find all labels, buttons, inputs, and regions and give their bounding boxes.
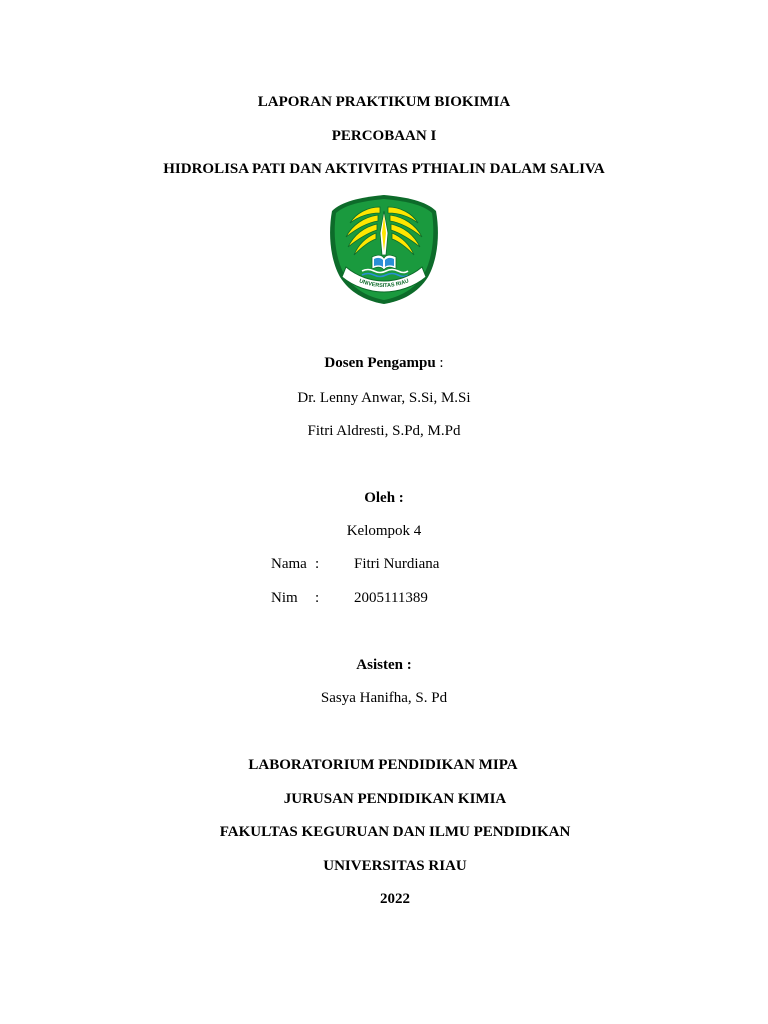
experiment-number: PERCOBAAN I [331,128,437,144]
department-name: JURUSAN PENDIDIKAN KIMIA [283,791,507,807]
name-label: Nama [271,556,307,572]
laboratory-name: LABORATORIUM PENDIDIKAN MIPA [248,757,518,773]
lecturer-heading-colon: : [435,355,444,371]
university-logo [328,193,440,306]
report-title: LAPORAN PRAKTIKUM BIOKIMIA [257,94,511,110]
assistant-name: Sasya Hanifha, S. Pd [320,690,448,706]
experiment-title: HIDROLISA PATI DAN AKTIVITAS PTHIALIN DALAM SALIVA [163,161,605,177]
faculty-name: FAKULTAS KEGURUAN DAN ILMU PENDIDIKAN [219,824,571,840]
banner-text: UNIVERSITAS RIAU [358,278,410,290]
assistant-heading: Asisten : [356,657,412,673]
group-label: Kelompok 4 [346,523,422,539]
nim-colon: : [315,590,320,606]
university-name: UNIVERSITAS RIAU [323,858,467,874]
lecturer-heading-line [0,354,768,372]
report-year: 2022 [380,891,410,907]
lecturer-heading: Dosen Pengampu [324,355,436,371]
name-value: Fitri Nurdiana [354,556,440,572]
lecturer-name-2: Fitri Aldresti, S.Pd, M.Pd [307,423,461,439]
nim-label: Nim [271,590,298,606]
nim-value: 2005111389 [354,590,428,606]
lecturer-name-1: Dr. Lenny Anwar, S.Si, M.Si [297,390,471,406]
name-colon: : [315,556,320,572]
author-heading: Oleh : [364,490,404,506]
